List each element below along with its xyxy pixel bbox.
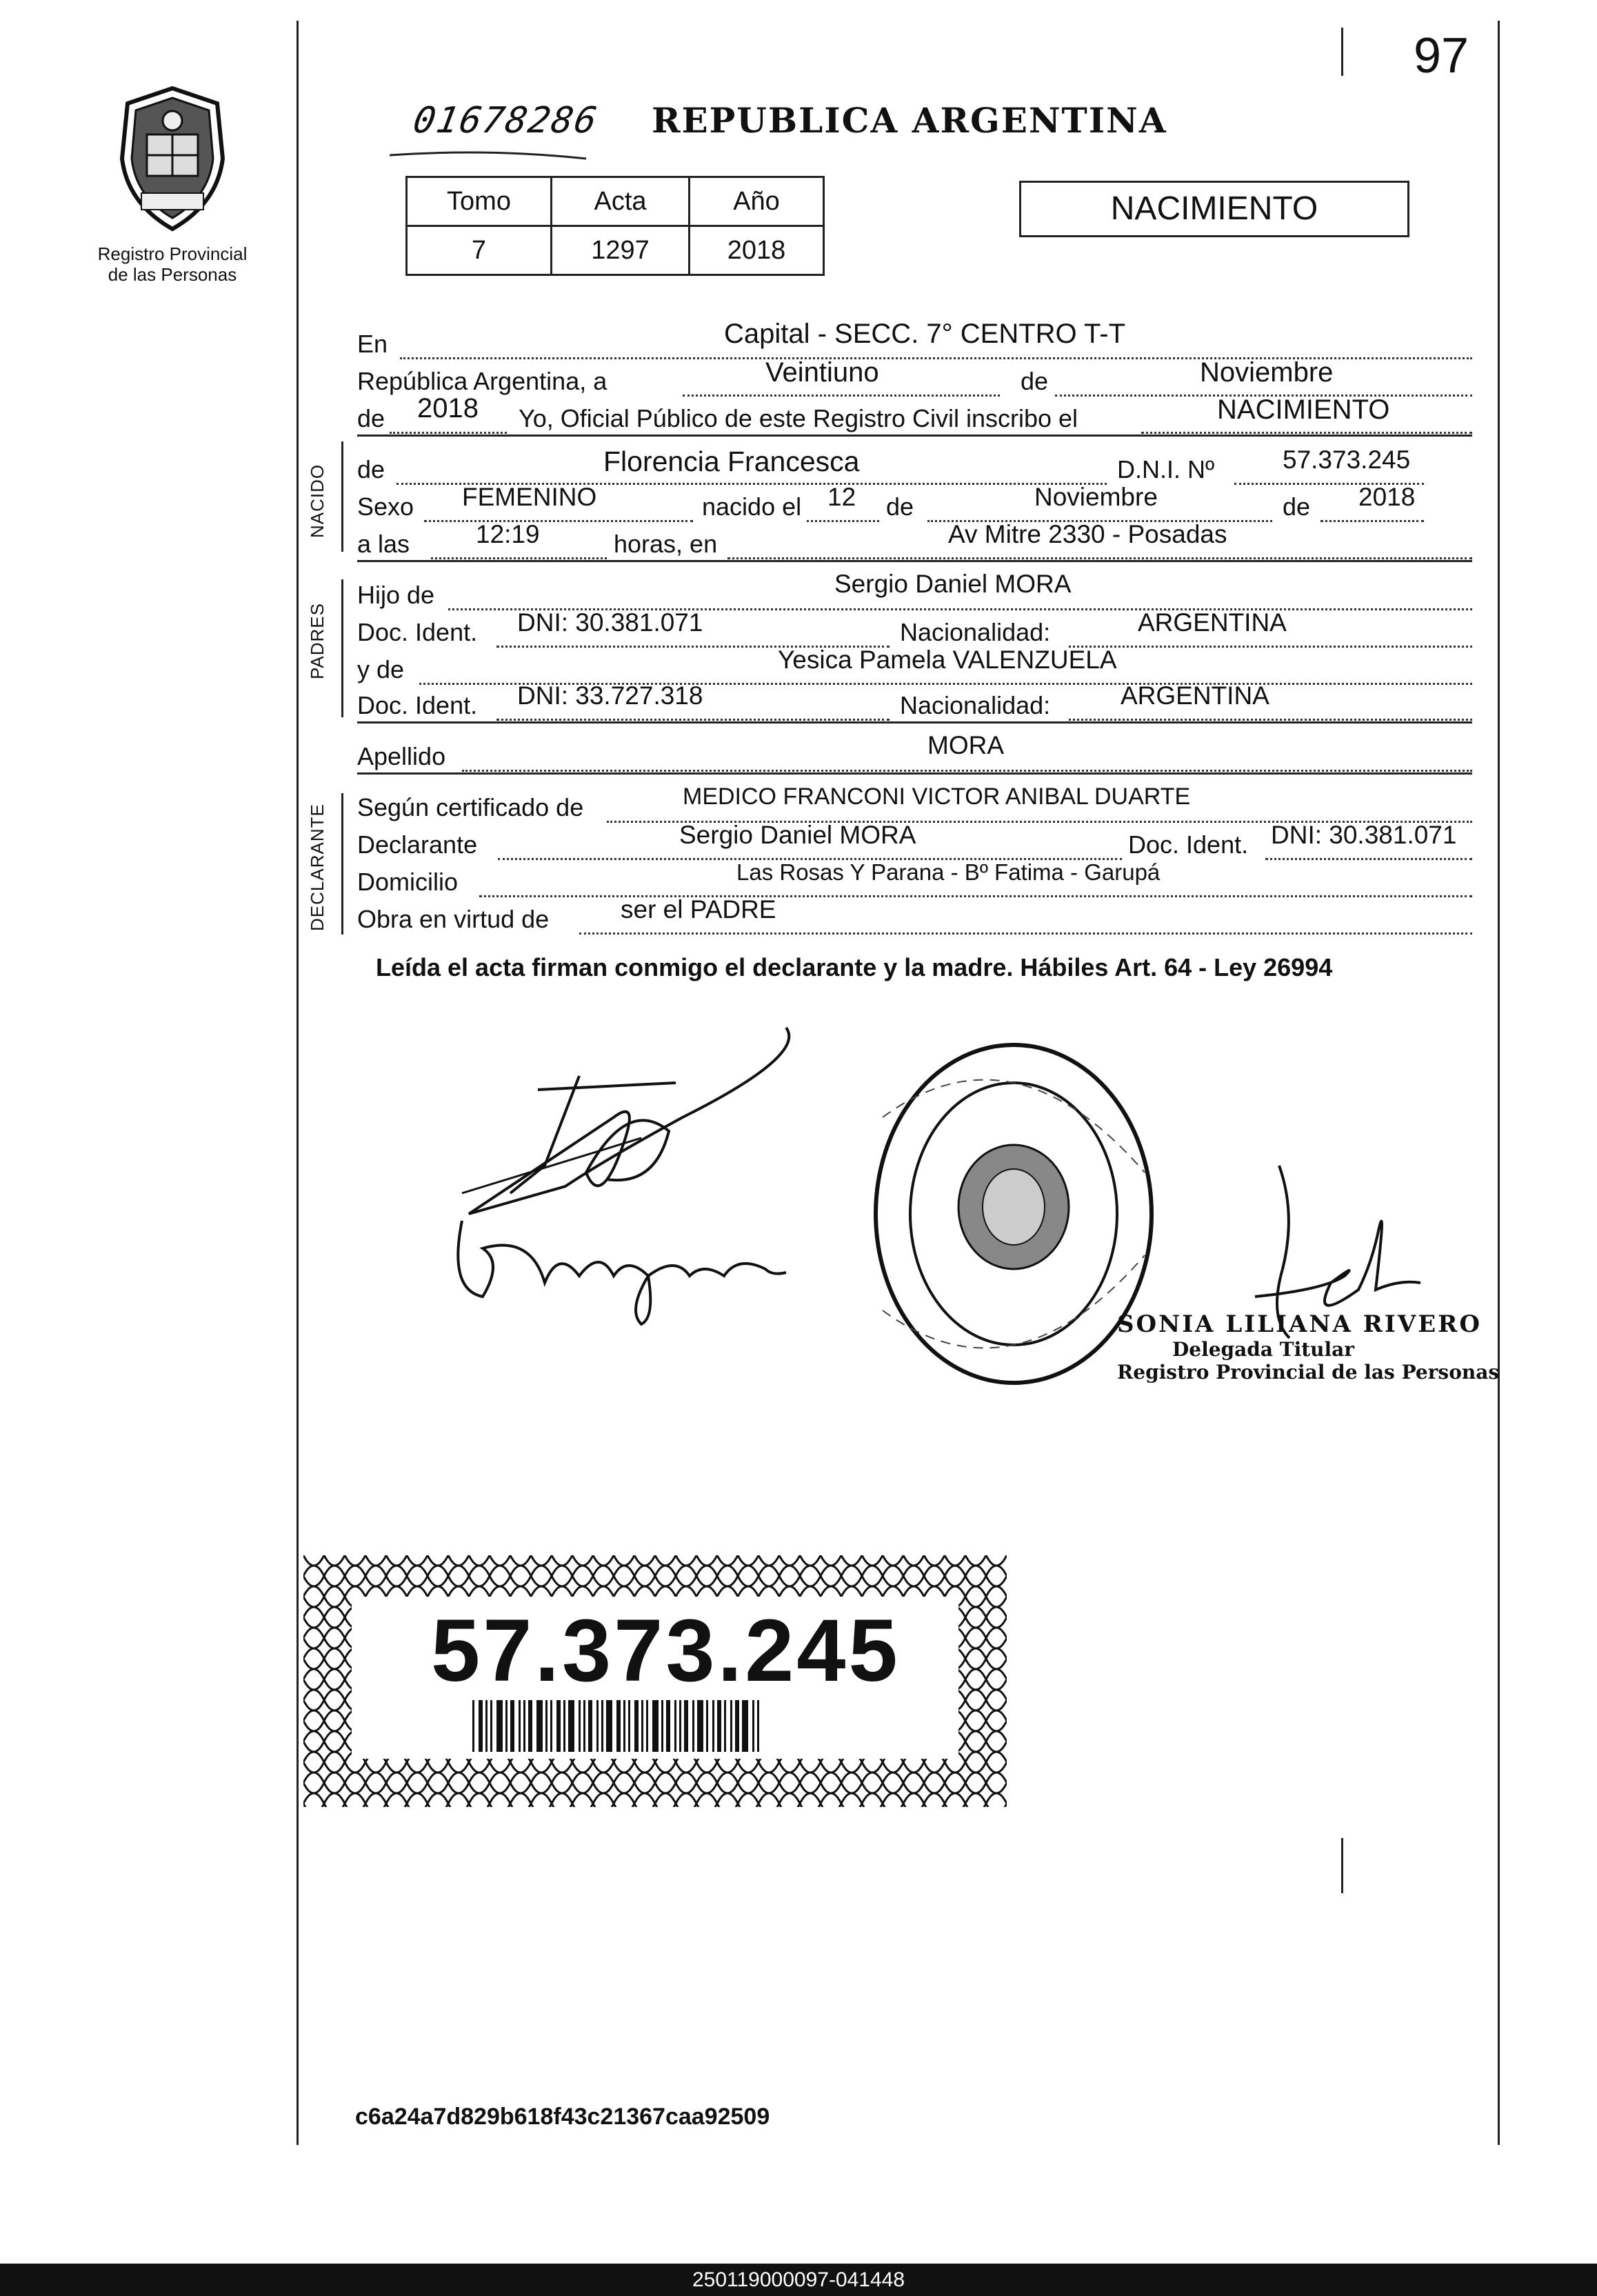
label-en: En <box>357 330 388 358</box>
footer-code: 250119000097-041448 <box>0 2264 1597 2296</box>
top-tick-line <box>1341 28 1343 76</box>
label-declarante: Declarante <box>357 830 478 859</box>
section-rule-3 <box>357 721 1472 723</box>
provincial-seal-icon <box>114 83 231 234</box>
label-doc-ident: Doc. Ident. <box>357 618 478 646</box>
label-de-anio: de <box>1283 492 1311 521</box>
label-de-nombre: de <box>357 455 385 483</box>
value-dia-nac: 12 <box>827 483 856 511</box>
value-obra: ser el PADRE <box>621 895 776 924</box>
side-label-declarante: DECLARANTE <box>307 803 328 931</box>
value-madre-nac: ARGENTINA <box>1121 681 1269 710</box>
value-anio: 2018 <box>690 226 824 275</box>
registrar-block <box>1117 1310 1499 1384</box>
issuer-caption-line2: de las Personas <box>108 264 237 285</box>
value-nombre: Florencia Francesca <box>603 446 860 477</box>
value-madre: Yesica Pamela VALENZUELA <box>778 646 1117 674</box>
value-mes-nac: Noviembre <box>1034 483 1158 511</box>
label-dni: D.N.I. Nº <box>1117 455 1215 483</box>
label-segun-cert: Según certificado de <box>357 793 584 821</box>
value-padre-nac: ARGENTINA <box>1138 608 1287 637</box>
label-horas-en: horas, en <box>614 530 718 558</box>
value-anio: 2018 <box>417 393 479 423</box>
value-acta: 1297 <box>552 226 690 275</box>
value-apellido: MORA <box>927 731 1004 759</box>
value-lugar-nac: Av Mitre 2330 - Posadas <box>948 520 1227 548</box>
value-lugar: Capital - SECC. 7° CENTRO T-T <box>724 319 1126 349</box>
label-obra: Obra en virtud de <box>357 905 550 933</box>
label-nacido-el: nacido el <box>702 492 802 521</box>
value-dia: Veintiuno <box>765 357 879 388</box>
value-hora: 12:19 <box>476 520 540 548</box>
label-de2: de <box>357 404 385 432</box>
record-table-value-row <box>407 226 824 275</box>
registrar-role: Delegada Titular <box>1172 1338 1355 1361</box>
value-madre-dni: DNI: 33.727.318 <box>517 681 703 710</box>
value-mes: Noviembre <box>1200 357 1334 388</box>
value-declarante-dni: DNI: 30.381.071 <box>1271 821 1457 849</box>
section-rule-4 <box>357 772 1472 775</box>
serial-underline-stroke <box>386 141 593 162</box>
section-rule-2 <box>357 560 1472 562</box>
issuer-caption-line1: Registro Provincial <box>97 243 248 264</box>
document-title: REPUBLICA ARGENTINA <box>652 100 1167 141</box>
label-a-las: a las <box>357 530 410 558</box>
serial-number: 01678286 <box>410 100 601 141</box>
label-de-mes: de <box>886 492 914 521</box>
left-margin-line <box>297 21 299 2145</box>
signature-note: Leída el acta firman conmigo el declarante y la madre. Hábiles Art. 64 - Ley 26994 <box>376 953 1333 981</box>
value-certificado: MEDICO FRANCONI VICTOR ANIBAL DUARTE <box>683 783 1191 810</box>
value-domicilio: Las Rosas Y Parana - Bº Fatima - Garupá <box>736 859 1161 885</box>
issuer-logo <box>79 83 265 285</box>
side-label-nacido: NACIDO <box>307 463 328 538</box>
label-doc-ident3: Doc. Ident. <box>1128 830 1249 859</box>
registrar-name: SONIA LILIANA RIVERO <box>1117 1310 1482 1338</box>
label-hijo-de: Hijo de <box>357 581 435 609</box>
bottom-tick-line <box>1341 1838 1343 1893</box>
value-declarante: Sergio Daniel MORA <box>679 821 916 849</box>
sticker-number: 57.373.245 <box>431 1601 901 1700</box>
label-apellido: Apellido <box>357 742 446 770</box>
value-acto: NACIMIENTO <box>1217 395 1390 425</box>
registrar-office: Registro Provincial de las Personas <box>1117 1361 1500 1384</box>
record-type-box: NACIMIENTO <box>1019 181 1409 237</box>
label-domicilio: Domicilio <box>357 868 459 896</box>
section-rule-1 <box>357 435 1472 437</box>
value-tomo: 7 <box>407 226 552 275</box>
mother-signature <box>441 1207 800 1331</box>
value-padre: Sergio Daniel MORA <box>834 570 1072 598</box>
right-margin-line <box>1498 21 1500 2145</box>
document-hash: c6a24a7d829b618f43c21367caa92509 <box>355 2104 770 2130</box>
side-label-padres: PADRES <box>307 603 328 679</box>
label-nacionalidad2: Nacionalidad: <box>900 691 1051 719</box>
record-table <box>405 176 825 276</box>
page-number: 97 <box>1414 28 1469 83</box>
label-y-de: y de <box>357 655 405 683</box>
value-anio-nac: 2018 <box>1358 483 1416 511</box>
label-doc-ident2: Doc. Ident. <box>357 691 478 719</box>
bracket-padres <box>341 579 343 717</box>
value-dni: 57.373.245 <box>1283 446 1411 474</box>
label-sexo: Sexo <box>357 492 414 521</box>
bracket-declarante <box>341 793 343 935</box>
header-tomo: Tomo <box>407 177 552 226</box>
label-republica: República Argentina, a <box>357 367 607 395</box>
value-padre-dni: DNI: 30.381.071 <box>517 608 703 637</box>
header-acta: Acta <box>552 177 690 226</box>
label-de: de <box>1021 367 1049 395</box>
label-yo: Yo, Oficial Público de este Registro Civil inscribo el <box>519 404 1078 432</box>
label-nacionalidad: Nacionalidad: <box>900 618 1051 646</box>
header-anio: Año <box>690 177 824 226</box>
record-table-header-row <box>407 177 824 226</box>
value-sexo: FEMENINO <box>462 483 597 511</box>
bracket-nacido <box>341 441 343 552</box>
